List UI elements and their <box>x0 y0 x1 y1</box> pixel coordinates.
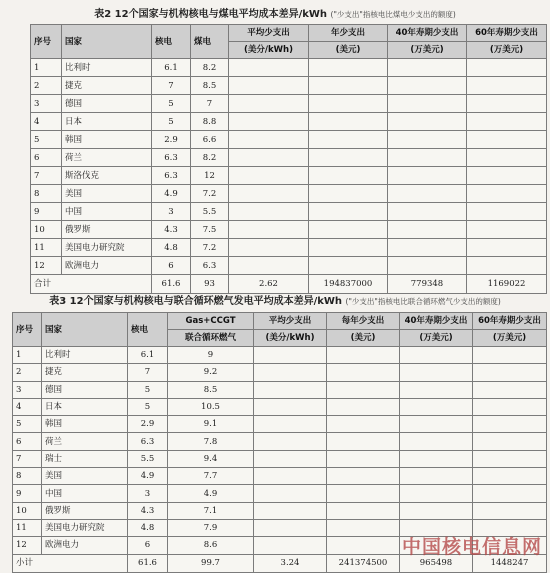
row-empty-cell <box>309 95 388 113</box>
row-empty-cell <box>400 502 473 519</box>
row-number: 3 <box>13 381 42 398</box>
row-empty-cell <box>473 450 547 467</box>
row-country: 捷克 <box>42 364 128 381</box>
row-compare-cost: 8.2 <box>191 149 229 167</box>
row-number: 1 <box>31 59 62 77</box>
row-number: 3 <box>31 95 62 113</box>
col-year-unit: (美元) <box>327 330 400 347</box>
row-compare-cost: 8.2 <box>191 59 229 77</box>
row-empty-cell <box>229 239 309 257</box>
row-empty-cell <box>254 537 327 554</box>
row-country: 斯洛伐克 <box>62 167 152 185</box>
total-compare: 93 <box>191 275 229 294</box>
row-empty-cell <box>388 239 467 257</box>
row-empty-cell <box>309 185 388 203</box>
total-60yr-saving: 1169022 <box>467 275 547 294</box>
row-empty-cell <box>254 381 327 398</box>
row-empty-cell <box>327 502 400 519</box>
table-row <box>13 416 547 433</box>
col-avg-unit: (美分/kWh) <box>229 42 309 59</box>
col-coal-header: 煤电 <box>191 25 229 59</box>
row-empty-cell <box>400 381 473 398</box>
col-y60-unit: (万美元) <box>467 42 547 59</box>
row-empty-cell <box>473 502 547 519</box>
total-avg-saving: 3.24 <box>254 554 327 572</box>
watermark: 中国核电信息网 <box>401 536 542 558</box>
row-empty-cell <box>229 203 309 221</box>
row-nuclear-cost: 4.3 <box>152 221 191 239</box>
row-compare-cost: 12 <box>191 167 229 185</box>
row-compare-cost: 8.6 <box>168 537 254 554</box>
row-number: 1 <box>13 347 42 364</box>
row-empty-cell <box>388 131 467 149</box>
row-compare-cost: 7.8 <box>168 433 254 450</box>
row-empty-cell <box>400 450 473 467</box>
table-row <box>13 450 547 467</box>
row-number: 9 <box>31 203 62 221</box>
table-row <box>13 347 547 364</box>
row-country: 比利时 <box>62 59 152 77</box>
row-empty-cell <box>467 113 547 131</box>
row-empty-cell <box>467 77 547 95</box>
row-empty-cell <box>467 257 547 275</box>
row-country: 美国 <box>42 468 128 485</box>
table-row <box>13 364 547 381</box>
row-empty-cell <box>467 167 547 185</box>
col-no-header: 序号 <box>31 25 62 59</box>
row-compare-cost: 8.5 <box>168 381 254 398</box>
total-60yr-saving: 1448247 <box>473 554 547 572</box>
row-compare-cost: 7.9 <box>168 519 254 536</box>
row-number: 12 <box>31 257 62 275</box>
row-compare-cost: 8.5 <box>191 77 229 95</box>
row-empty-cell <box>309 167 388 185</box>
row-country: 俄罗斯 <box>62 221 152 239</box>
row-nuclear-cost: 6 <box>128 537 168 554</box>
row-empty-cell <box>309 113 388 131</box>
row-empty-cell <box>327 364 400 381</box>
row-number: 12 <box>13 537 42 554</box>
row-empty-cell <box>473 485 547 502</box>
row-empty-cell <box>254 468 327 485</box>
row-nuclear-cost: 5 <box>128 381 168 398</box>
row-empty-cell <box>400 416 473 433</box>
row-number: 2 <box>31 77 62 95</box>
table-row <box>31 221 547 239</box>
table-row <box>31 59 547 77</box>
row-nuclear-cost: 2.9 <box>128 416 168 433</box>
row-compare-cost: 9.4 <box>168 450 254 467</box>
row-empty-cell <box>327 519 400 536</box>
col-avg-unit: (美分/kWh) <box>254 330 327 347</box>
row-number: 6 <box>31 149 62 167</box>
row-compare-cost: 7.2 <box>191 239 229 257</box>
row-nuclear-cost: 5 <box>152 95 191 113</box>
col-y40-unit: (万美元) <box>388 42 467 59</box>
table-row <box>31 149 547 167</box>
col-y60-header: 60年寿期少支出 <box>473 313 547 330</box>
total-avg-saving: 2.62 <box>229 275 309 294</box>
row-number: 4 <box>13 398 42 415</box>
row-compare-cost: 6.6 <box>191 131 229 149</box>
row-country: 荷兰 <box>62 149 152 167</box>
row-empty-cell <box>327 485 400 502</box>
row-country: 日本 <box>42 398 128 415</box>
row-number: 8 <box>13 468 42 485</box>
row-compare-cost: 9.1 <box>168 416 254 433</box>
row-country: 欧洲电力 <box>62 257 152 275</box>
row-empty-cell <box>327 468 400 485</box>
col-country-header: 国家 <box>62 25 152 59</box>
row-empty-cell <box>467 221 547 239</box>
table-row <box>31 77 547 95</box>
row-number: 11 <box>31 239 62 257</box>
row-number: 10 <box>31 221 62 239</box>
row-nuclear-cost: 6.3 <box>152 167 191 185</box>
row-empty-cell <box>467 203 547 221</box>
row-nuclear-cost: 7 <box>128 364 168 381</box>
row-empty-cell <box>254 347 327 364</box>
row-empty-cell <box>254 485 327 502</box>
row-compare-cost: 6.3 <box>191 257 229 275</box>
row-empty-cell <box>254 398 327 415</box>
row-empty-cell <box>229 221 309 239</box>
total-compare: 99.7 <box>168 554 254 572</box>
row-compare-cost: 9 <box>168 347 254 364</box>
row-nuclear-cost: 6.3 <box>152 149 191 167</box>
row-empty-cell <box>309 77 388 95</box>
row-empty-cell <box>309 59 388 77</box>
row-empty-cell <box>309 149 388 167</box>
row-nuclear-cost: 4.9 <box>152 185 191 203</box>
row-empty-cell <box>400 485 473 502</box>
row-empty-cell <box>309 257 388 275</box>
row-empty-cell <box>309 203 388 221</box>
row-empty-cell <box>473 364 547 381</box>
row-nuclear-cost: 4.8 <box>128 519 168 536</box>
row-compare-cost: 5.5 <box>191 203 229 221</box>
row-empty-cell <box>467 185 547 203</box>
col-gas-header: Gas+CCGT <box>168 313 254 330</box>
row-country: 德国 <box>42 381 128 398</box>
table3-note: ("少支出"指核电比联合循环燃气少支出的额度) <box>345 297 501 306</box>
row-empty-cell <box>254 502 327 519</box>
row-empty-cell <box>229 167 309 185</box>
row-compare-cost: 9.2 <box>168 364 254 381</box>
row-country: 美国电力研究院 <box>42 519 128 536</box>
col-y60-unit: (万美元) <box>473 330 547 347</box>
row-empty-cell <box>467 59 547 77</box>
row-empty-cell <box>467 239 547 257</box>
col-y60-header: 60年寿期少支出 <box>467 25 547 42</box>
row-empty-cell <box>473 468 547 485</box>
row-empty-cell <box>388 77 467 95</box>
row-country: 美国 <box>62 185 152 203</box>
table-row <box>31 131 547 149</box>
total-nuclear: 61.6 <box>152 275 191 294</box>
table2-title: 表2 12个国家与机构核电与煤电平均成本差异/kWh <box>94 9 328 20</box>
row-empty-cell <box>388 203 467 221</box>
col-y40-unit: (万美元) <box>400 330 473 347</box>
row-country: 瑞士 <box>42 450 128 467</box>
row-nuclear-cost: 4.3 <box>128 502 168 519</box>
row-empty-cell <box>388 167 467 185</box>
row-empty-cell <box>254 519 327 536</box>
total-year-saving: 194837000 <box>309 275 388 294</box>
table2-body <box>31 59 547 294</box>
row-nuclear-cost: 6.1 <box>128 347 168 364</box>
row-empty-cell <box>467 149 547 167</box>
row-country: 日本 <box>62 113 152 131</box>
col-nuclear-header: 核电 <box>152 25 191 59</box>
row-nuclear-cost: 4.9 <box>128 468 168 485</box>
row-number: 7 <box>31 167 62 185</box>
col-year-header: 年少支出 <box>309 25 388 42</box>
row-nuclear-cost: 5 <box>152 113 191 131</box>
row-number: 10 <box>13 502 42 519</box>
table-row <box>13 433 547 450</box>
row-country: 韩国 <box>42 416 128 433</box>
row-country: 俄罗斯 <box>42 502 128 519</box>
row-compare-cost: 7.5 <box>191 221 229 239</box>
row-empty-cell <box>229 131 309 149</box>
table3-title: 表3 12个国家与机构核电与联合循环燃气发电平均成本差异/kWh <box>49 296 343 307</box>
row-number: 11 <box>13 519 42 536</box>
row-compare-cost: 7.7 <box>168 468 254 485</box>
row-number: 5 <box>31 131 62 149</box>
table2-caption <box>0 5 550 20</box>
row-empty-cell <box>254 416 327 433</box>
col-y40-header: 40年寿期少支出 <box>400 313 473 330</box>
row-empty-cell <box>229 113 309 131</box>
total-label: 小计 <box>13 554 128 572</box>
col-country-header: 国家 <box>42 313 128 347</box>
row-empty-cell <box>467 95 547 113</box>
row-nuclear-cost: 7 <box>152 77 191 95</box>
row-empty-cell <box>327 433 400 450</box>
row-country: 美国电力研究院 <box>62 239 152 257</box>
row-country: 比利时 <box>42 347 128 364</box>
row-nuclear-cost: 4.8 <box>152 239 191 257</box>
row-country: 韩国 <box>62 131 152 149</box>
row-number: 9 <box>13 485 42 502</box>
col-y40-header: 40年寿期少支出 <box>388 25 467 42</box>
row-compare-cost: 10.5 <box>168 398 254 415</box>
row-empty-cell <box>309 131 388 149</box>
row-number: 5 <box>13 416 42 433</box>
row-nuclear-cost: 6.3 <box>128 433 168 450</box>
row-country: 捷克 <box>62 77 152 95</box>
table-row <box>31 239 547 257</box>
table2-note: ("少支出"指核电比煤电少支出的额度) <box>330 10 456 19</box>
row-empty-cell <box>327 347 400 364</box>
row-empty-cell <box>254 450 327 467</box>
table-row <box>31 95 547 113</box>
row-nuclear-cost: 3 <box>128 485 168 502</box>
row-empty-cell <box>388 113 467 131</box>
col-year-header: 每年少支出 <box>327 313 400 330</box>
table-row <box>31 113 547 131</box>
row-empty-cell <box>473 381 547 398</box>
col-avg-header: 平均少支出 <box>254 313 327 330</box>
row-empty-cell <box>229 95 309 113</box>
row-compare-cost: 4.9 <box>168 485 254 502</box>
row-empty-cell <box>327 450 400 467</box>
col-no-header: 序号 <box>13 313 42 347</box>
row-empty-cell <box>400 398 473 415</box>
row-nuclear-cost: 2.9 <box>152 131 191 149</box>
col-gas-subheader: 联合循环燃气 <box>168 330 254 347</box>
row-country: 欧洲电力 <box>42 537 128 554</box>
row-empty-cell <box>229 257 309 275</box>
table-row <box>13 468 547 485</box>
table-row <box>31 203 547 221</box>
table-row <box>31 257 547 275</box>
row-empty-cell <box>400 433 473 450</box>
row-number: 7 <box>13 450 42 467</box>
table-row <box>31 185 547 203</box>
row-empty-cell <box>473 416 547 433</box>
row-nuclear-cost: 3 <box>152 203 191 221</box>
row-empty-cell <box>327 416 400 433</box>
row-empty-cell <box>388 95 467 113</box>
row-empty-cell <box>388 257 467 275</box>
row-empty-cell <box>467 131 547 149</box>
row-empty-cell <box>254 433 327 450</box>
row-empty-cell <box>388 149 467 167</box>
row-nuclear-cost: 5.5 <box>128 450 168 467</box>
table-row <box>31 167 547 185</box>
row-nuclear-cost: 6.1 <box>152 59 191 77</box>
row-empty-cell <box>327 537 400 554</box>
row-nuclear-cost: 6 <box>152 257 191 275</box>
total-40yr-saving: 779348 <box>388 275 467 294</box>
table-row <box>13 502 547 519</box>
row-country: 中国 <box>62 203 152 221</box>
row-number: 2 <box>13 364 42 381</box>
row-empty-cell <box>388 185 467 203</box>
row-empty-cell <box>309 221 388 239</box>
table2 <box>30 24 547 294</box>
row-empty-cell <box>400 468 473 485</box>
row-empty-cell <box>400 364 473 381</box>
row-empty-cell <box>388 221 467 239</box>
row-empty-cell <box>473 398 547 415</box>
row-compare-cost: 7.1 <box>168 502 254 519</box>
row-country: 荷兰 <box>42 433 128 450</box>
table-row <box>13 485 547 502</box>
total-label: 合计 <box>31 275 152 294</box>
total-40yr-saving: 965498 <box>400 554 473 572</box>
row-number: 8 <box>31 185 62 203</box>
table3-caption <box>0 292 550 307</box>
row-empty-cell <box>229 59 309 77</box>
table-row <box>13 398 547 415</box>
col-nuclear-header: 核电 <box>128 313 168 347</box>
row-empty-cell <box>473 347 547 364</box>
row-nuclear-cost: 5 <box>128 398 168 415</box>
row-number: 4 <box>31 113 62 131</box>
table-row <box>13 381 547 398</box>
row-country: 中国 <box>42 485 128 502</box>
row-empty-cell <box>229 149 309 167</box>
row-empty-cell <box>327 398 400 415</box>
row-empty-cell <box>254 364 327 381</box>
row-compare-cost: 7.2 <box>191 185 229 203</box>
col-avg-header: 平均少支出 <box>229 25 309 42</box>
row-empty-cell <box>309 239 388 257</box>
row-compare-cost: 8.8 <box>191 113 229 131</box>
total-nuclear: 61.6 <box>128 554 168 572</box>
row-number: 6 <box>13 433 42 450</box>
row-empty-cell <box>400 347 473 364</box>
total-year-saving: 241374500 <box>327 554 400 572</box>
row-empty-cell <box>388 59 467 77</box>
row-empty-cell <box>327 381 400 398</box>
row-compare-cost: 7 <box>191 95 229 113</box>
row-empty-cell <box>229 77 309 95</box>
total-row <box>31 275 547 294</box>
row-country: 德国 <box>62 95 152 113</box>
col-year-unit: (美元) <box>309 42 388 59</box>
row-empty-cell <box>229 185 309 203</box>
row-empty-cell <box>473 433 547 450</box>
